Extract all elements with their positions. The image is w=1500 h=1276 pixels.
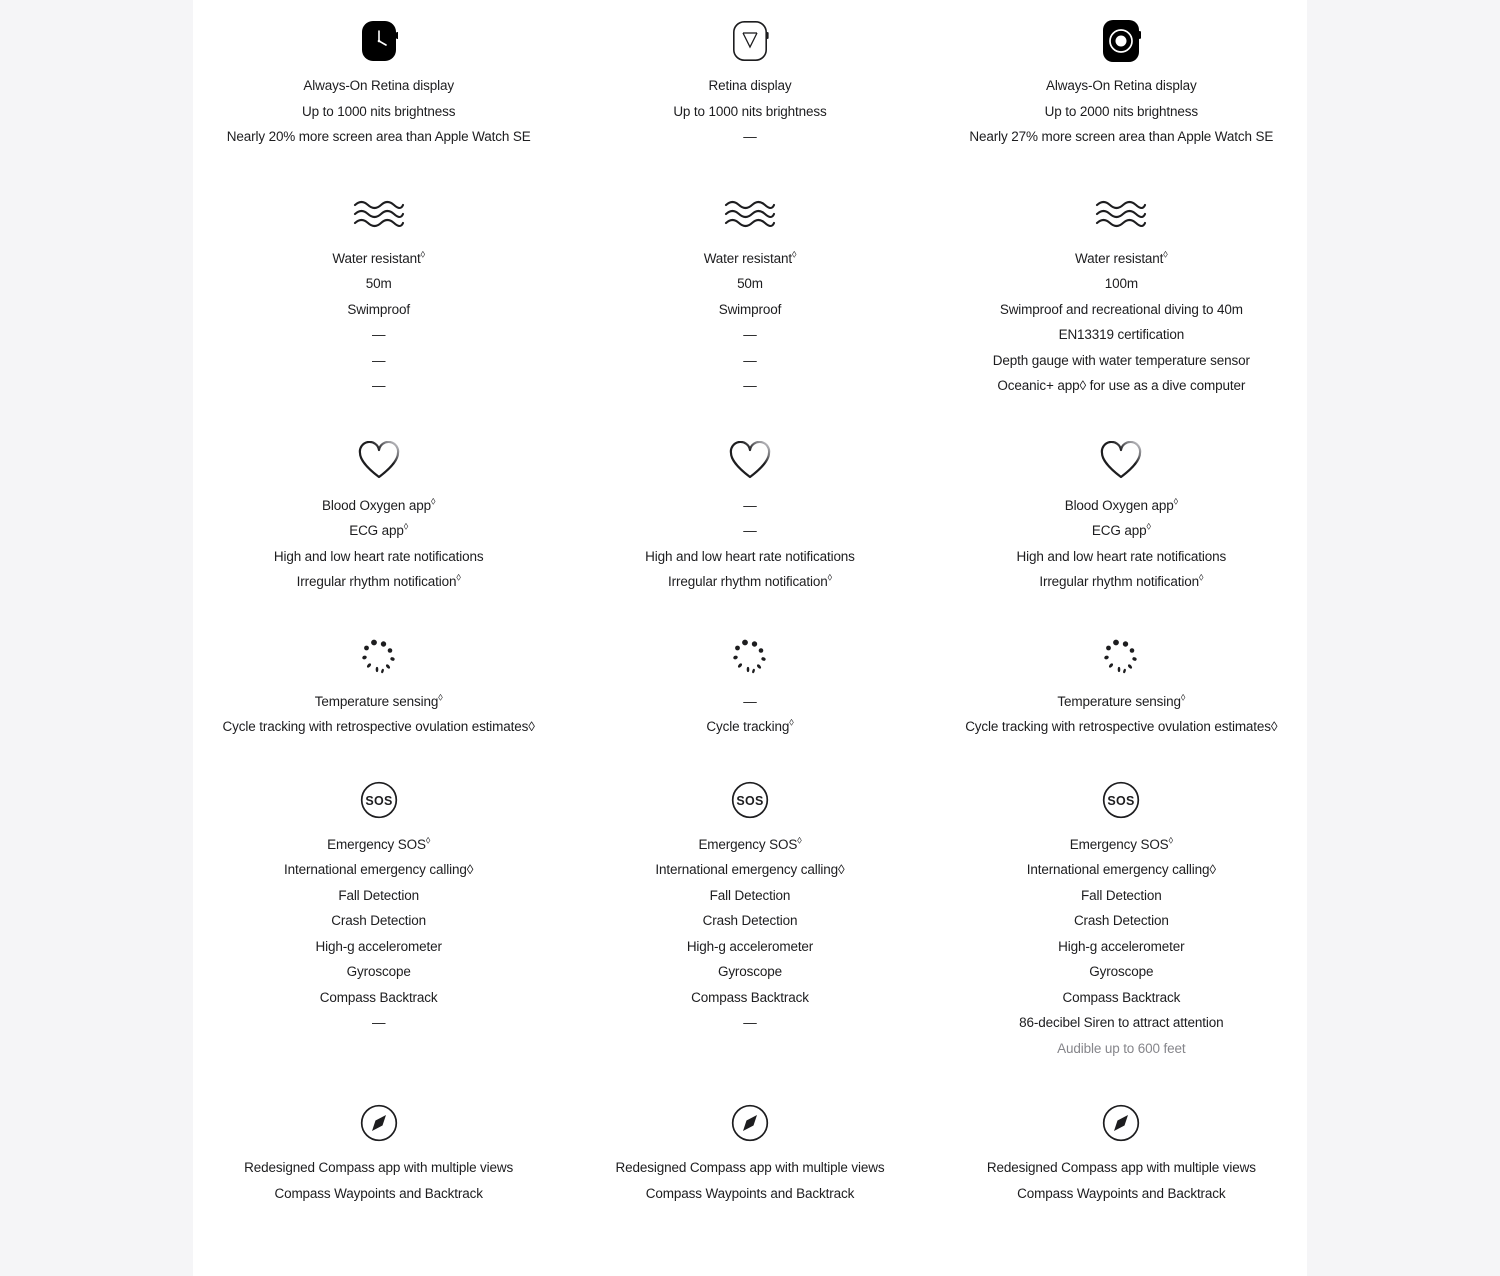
temperature-sensing-icon bbox=[355, 634, 403, 680]
feature-line: EN13319 certification bbox=[1058, 327, 1185, 342]
footnote-marker: ◊ bbox=[430, 496, 436, 506]
feature-line: International emergency calling◊ bbox=[284, 862, 474, 877]
feature-line: High and low heart rate notifications bbox=[1016, 548, 1227, 564]
comparison-sheet bbox=[193, 0, 1307, 1276]
feature-line: Cycle tracking with retrospective ovulation estimates◊ bbox=[965, 719, 1278, 734]
watch-face-blank-icon bbox=[731, 18, 769, 64]
water-waves-icon bbox=[352, 191, 406, 237]
feature-line-empty: — bbox=[371, 378, 386, 393]
feature-line-empty: — bbox=[371, 352, 386, 368]
feature-line-empty: — bbox=[743, 352, 757, 368]
feature-line: Redesigned Compass app with multiple views bbox=[986, 1160, 1256, 1175]
feature-line: 86-decibel Siren to attract attention bbox=[1019, 1015, 1224, 1030]
feature-line: Retina display bbox=[708, 78, 792, 93]
feature-line: Depth gauge with water temperature sensor bbox=[992, 352, 1250, 368]
footnote-marker: ◊ bbox=[403, 521, 409, 532]
feature-cell-display-col1 bbox=[193, 0, 564, 155]
feature-line: Water resistant◊ bbox=[332, 249, 425, 266]
feature-line: Compass Waypoints and Backtrack bbox=[645, 1185, 855, 1201]
feature-line: Compass Backtrack bbox=[1062, 989, 1181, 1005]
water-waves-icon bbox=[1094, 191, 1148, 237]
feature-line: Irregular rhythm notification◊ bbox=[1039, 572, 1204, 589]
feature-line: Crash Detection bbox=[702, 913, 798, 928]
footnote-marker: ◊ bbox=[1180, 692, 1186, 702]
feature-line: Up to 1000 nits brightness bbox=[301, 103, 456, 119]
feature-line: Compass Backtrack bbox=[691, 989, 809, 1005]
footnote-marker: ◊ bbox=[425, 835, 431, 845]
feature-cell-heart-col1 bbox=[193, 404, 564, 600]
feature-line: 50m bbox=[737, 276, 763, 291]
feature-line: Emergency SOS◊ bbox=[327, 835, 431, 852]
feature-line-empty: — bbox=[743, 327, 757, 342]
feature-section-temp bbox=[193, 600, 1307, 745]
footnote-marker: ◊ bbox=[456, 572, 461, 583]
feature-line: Compass Waypoints and Backtrack bbox=[274, 1185, 483, 1201]
feature-cell-water-col1 bbox=[193, 155, 564, 404]
feature-line: Emergency SOS◊ bbox=[698, 835, 802, 852]
feature-line: Crash Detection bbox=[1073, 913, 1169, 928]
feature-line: Audible up to 600 feet bbox=[1057, 1040, 1186, 1056]
heart-icon bbox=[357, 438, 401, 484]
footnote-marker: ◊ bbox=[1168, 835, 1173, 845]
feature-cell-display-col2 bbox=[564, 0, 935, 155]
feature-line: High-g accelerometer bbox=[1058, 938, 1185, 954]
feature-line: Gyroscope bbox=[1089, 964, 1154, 979]
feature-line: High-g accelerometer bbox=[315, 938, 442, 954]
feature-line: Irregular rhythm notification◊ bbox=[668, 572, 832, 589]
feature-line: Fall Detection bbox=[1081, 887, 1162, 903]
feature-line: Water resistant◊ bbox=[1075, 249, 1168, 266]
sos-icon bbox=[1101, 777, 1141, 823]
feature-cell-sos-col1 bbox=[193, 745, 564, 1067]
feature-line: Fall Detection bbox=[709, 887, 791, 903]
feature-line: Temperature sensing◊ bbox=[1057, 692, 1186, 709]
feature-line: Always-On Retina display bbox=[303, 78, 454, 93]
feature-line: 100m bbox=[1104, 276, 1138, 291]
feature-line: Water resistant◊ bbox=[703, 249, 797, 266]
feature-section-heart bbox=[193, 404, 1307, 600]
feature-line: Emergency SOS◊ bbox=[1069, 835, 1173, 852]
feature-line: 50m bbox=[365, 276, 392, 291]
feature-line: Up to 2000 nits brightness bbox=[1044, 103, 1198, 119]
feature-cell-temp-col2 bbox=[564, 600, 935, 745]
footnote-marker: ◊ bbox=[438, 692, 443, 702]
feature-line-empty: — bbox=[743, 378, 757, 393]
temperature-sensing-icon bbox=[1097, 634, 1145, 680]
feature-line: Cycle tracking◊ bbox=[706, 717, 794, 734]
feature-section-compass bbox=[193, 1066, 1307, 1211]
watch-face-ultra-icon bbox=[1101, 18, 1141, 64]
feature-line: Gyroscope bbox=[346, 964, 411, 979]
feature-line-empty: — bbox=[743, 497, 757, 513]
svg-text:SOS: SOS bbox=[1107, 793, 1135, 808]
feature-cell-heart-col2 bbox=[564, 404, 935, 600]
feature-line: Fall Detection bbox=[338, 887, 419, 903]
feature-line: Always-On Retina display bbox=[1046, 78, 1197, 93]
feature-line: Nearly 27% more screen area than Apple Watch SE bbox=[969, 129, 1274, 144]
footnote-marker: ◊ bbox=[1163, 249, 1168, 259]
feature-cell-compass-col3 bbox=[936, 1066, 1307, 1211]
watch-face-clock-icon bbox=[360, 18, 398, 64]
feature-section-display bbox=[193, 0, 1307, 155]
feature-line: Blood Oxygen app◊ bbox=[322, 496, 436, 513]
feature-line: Irregular rhythm notification◊ bbox=[296, 572, 461, 589]
feature-line: Nearly 20% more screen area than Apple Watch SE bbox=[226, 129, 531, 144]
feature-line: Blood Oxygen app◊ bbox=[1064, 496, 1178, 513]
water-waves-icon bbox=[723, 191, 777, 237]
feature-cell-display-col3 bbox=[936, 0, 1307, 155]
compass-icon bbox=[359, 1100, 399, 1146]
footnote-marker: ◊ bbox=[791, 249, 797, 259]
compass-icon bbox=[1101, 1100, 1141, 1146]
feature-cell-compass-col2 bbox=[564, 1066, 935, 1211]
feature-cell-temp-col1 bbox=[193, 600, 564, 745]
feature-line: ECG app◊ bbox=[349, 521, 409, 538]
feature-line: Compass Backtrack bbox=[319, 989, 438, 1005]
feature-line: Swimproof bbox=[347, 301, 410, 317]
feature-line: High-g accelerometer bbox=[686, 938, 814, 954]
feature-line: Redesigned Compass app with multiple views bbox=[615, 1160, 885, 1175]
footnote-marker: ◊ bbox=[1199, 572, 1204, 583]
feature-line: International emergency calling◊ bbox=[1026, 862, 1216, 877]
feature-sections bbox=[193, 0, 1307, 1211]
feature-cell-water-col3 bbox=[936, 155, 1307, 404]
feature-line-empty: — bbox=[743, 523, 757, 538]
compass-icon bbox=[730, 1100, 770, 1146]
svg-text:SOS: SOS bbox=[736, 793, 764, 808]
feature-line: Cycle tracking with retrospective ovulation estimates◊ bbox=[222, 719, 535, 734]
footnote-marker: ◊ bbox=[1146, 521, 1151, 532]
feature-cell-compass-col1 bbox=[193, 1066, 564, 1211]
feature-line-empty: — bbox=[371, 1015, 386, 1030]
feature-line: Temperature sensing◊ bbox=[314, 692, 443, 709]
feature-line: High and low heart rate notifications bbox=[645, 548, 855, 564]
feature-cell-sos-col2 bbox=[564, 745, 935, 1067]
svg-text:SOS: SOS bbox=[365, 793, 393, 808]
footnote-marker: ◊ bbox=[797, 835, 802, 845]
feature-line: High and low heart rate notifications bbox=[273, 548, 484, 564]
feature-cell-temp-col3 bbox=[936, 600, 1307, 745]
feature-line-empty: — bbox=[743, 129, 757, 144]
feature-line: International emergency calling◊ bbox=[655, 862, 845, 877]
feature-line-empty: — bbox=[371, 327, 386, 342]
feature-cell-heart-col3 bbox=[936, 404, 1307, 600]
footnote-marker: ◊ bbox=[789, 717, 794, 728]
footnote-marker: ◊ bbox=[827, 572, 832, 583]
temperature-sensing-icon bbox=[726, 634, 774, 680]
feature-cell-water-col2 bbox=[564, 155, 935, 404]
feature-line: Oceanic+ app◊ for use as a dive computer bbox=[997, 378, 1246, 393]
footnote-marker: ◊ bbox=[420, 249, 425, 259]
feature-cell-sos-col3 bbox=[936, 745, 1307, 1067]
feature-line: ECG app◊ bbox=[1091, 521, 1151, 538]
footnote-marker: ◊ bbox=[1173, 496, 1178, 506]
heart-icon bbox=[1099, 438, 1143, 484]
feature-line: Compass Waypoints and Backtrack bbox=[1017, 1185, 1226, 1201]
feature-section-water bbox=[193, 155, 1307, 404]
sos-icon bbox=[359, 777, 399, 823]
feature-line: Redesigned Compass app with multiple views bbox=[244, 1160, 514, 1175]
feature-section-sos bbox=[193, 745, 1307, 1067]
feature-line: Up to 1000 nits brightness bbox=[673, 103, 827, 119]
feature-line: Swimproof and recreational diving to 40m bbox=[999, 301, 1243, 317]
feature-line: Crash Detection bbox=[331, 913, 427, 928]
feature-line: Gyroscope bbox=[717, 964, 783, 979]
feature-line-empty: — bbox=[743, 1015, 757, 1030]
feature-line-empty: — bbox=[743, 693, 757, 709]
feature-line: Swimproof bbox=[718, 301, 782, 317]
heart-icon bbox=[728, 438, 772, 484]
sos-icon bbox=[730, 777, 770, 823]
